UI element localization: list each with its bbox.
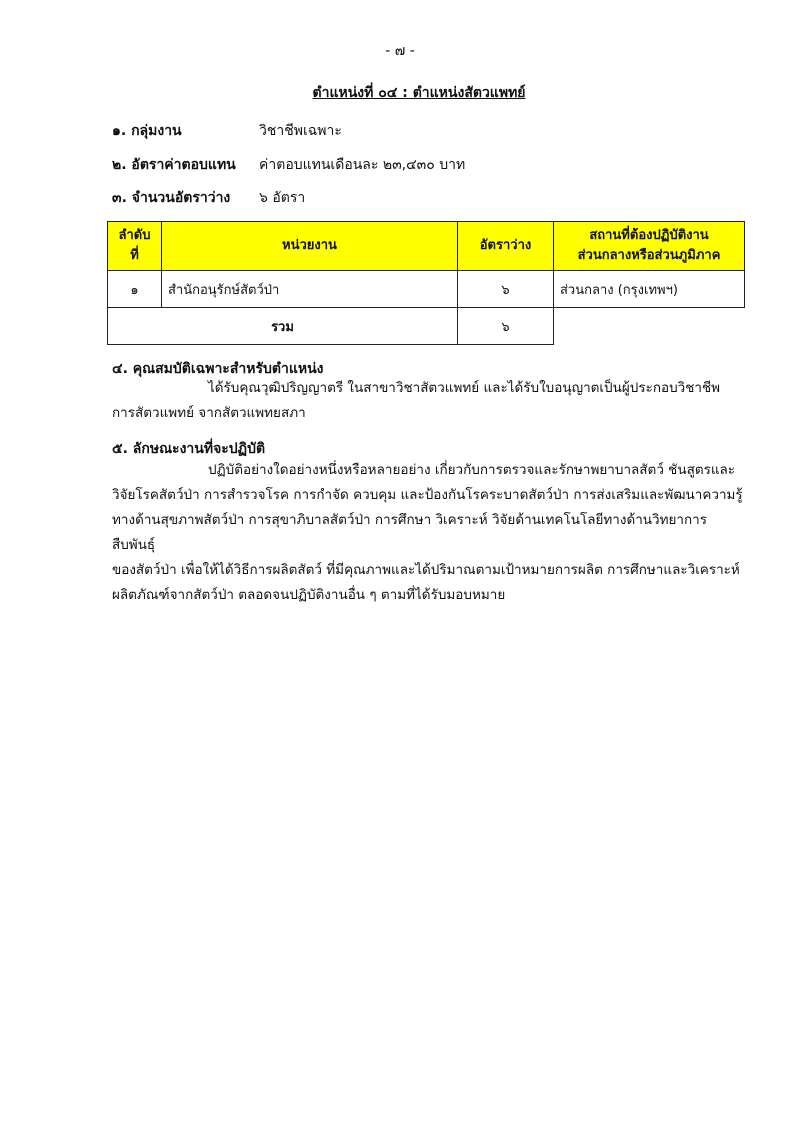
duties-line: ปฏิบัติอย่างใดอย่างหนึ่งหรือหลายอย่าง เกี่ยวกับการตรวจและรักษาพยาบาลสัตว์ ชันสูตรและ xyxy=(208,462,736,478)
duties-text xyxy=(112,458,744,608)
duties-line: ผลิตภัณฑ์จากสัตว์ป่า ตลอดจนปฏิบัติงานอื่น ๆ ตามที่ได้รับมอบหมาย xyxy=(112,587,506,603)
header-order: ลำดับ ที่ xyxy=(108,222,162,271)
qualifications-line: การสัตวแพทย์ จากสัตวแพทยสภา xyxy=(112,405,306,421)
info-row-vacancies xyxy=(112,187,305,209)
cell-unit: สำนักอนุรักษ์สัตว์ป่า xyxy=(162,271,458,308)
info-value: ๖ อัตรา xyxy=(259,190,306,206)
cell-count: ๖ xyxy=(458,271,554,308)
header-unit: หน่วยงาน xyxy=(162,222,458,271)
qualifications-text xyxy=(112,376,744,426)
page-number: - ๗ - xyxy=(385,43,415,59)
info-row-salary xyxy=(112,154,465,176)
info-label: ๓. จำนวนอัตราว่าง xyxy=(112,190,231,206)
vacancy-table xyxy=(107,221,745,345)
duties-line: วิจัยโรคสัตว์ป่า การสำรวจโรค การกำจัด ควบคุม และป้องกันโรคระบาดสัตว์ป่า การส่งเสริมและพัฒนาความรู้ xyxy=(112,487,743,503)
empty-cell xyxy=(554,308,745,345)
duties-heading: ๕. ลักษณะงานที่จะปฏิบัติ xyxy=(112,441,266,457)
info-value: ค่าตอบแทนเดือนละ ๒๓,๔๓๐ บาท xyxy=(259,157,466,173)
header-place-line2: ส่วนกลางหรือส่วนภูมิภาค xyxy=(577,248,721,263)
table-row xyxy=(108,271,745,308)
cell-order: ๑ xyxy=(108,271,162,308)
total-value: ๖ xyxy=(458,308,554,345)
qualifications-heading: ๔. คุณสมบัติเฉพาะสำหรับตำแหน่ง xyxy=(112,361,324,377)
position-title: ตำแหน่งที่ ๐๔ : ตำแหน่งสัตวแพทย์ xyxy=(312,85,526,101)
cell-place: ส่วนกลาง (กรุงเทพฯ) xyxy=(554,271,745,308)
duties-line: ของสัตว์ป่า เพื่อให้ได้วิธีการผลิตสัตว์ ที่มีคุณภาพและได้ปริมาณตามเป้าหมายการผลิต การศึกษาและวิเคราะห์ xyxy=(112,562,740,578)
info-row-job-group xyxy=(112,120,342,142)
info-label: ๒. อัตราค่าตอบแทน xyxy=(112,157,236,173)
header-place-line1: สถานที่ต้องปฏิบัติงาน xyxy=(589,228,709,243)
table-header-row xyxy=(108,222,745,271)
duties-line: ทางด้านสุขภาพสัตว์ป่า การสุขาภิบาลสัตว์ป่า การศึกษา วิเคราะห์ วิจัยด้านเทคโนโลยีทางด้านวิทยาการสืบพันธุ์ xyxy=(112,512,708,553)
header-count: อัตราว่าง xyxy=(458,222,554,271)
table-total-row xyxy=(108,308,745,345)
header-place xyxy=(554,222,745,271)
info-label: ๑. กลุ่มงาน xyxy=(112,123,182,139)
info-value: วิชาชีพเฉพาะ xyxy=(259,123,342,139)
qualifications-line: ได้รับคุณวุฒิปริญญาตรี ในสาขาวิชาสัตวแพทย์ และได้รับใบอนุญาตเป็นผู้ประกอบวิชาชีพ xyxy=(208,380,721,396)
total-label: รวม xyxy=(108,308,458,345)
